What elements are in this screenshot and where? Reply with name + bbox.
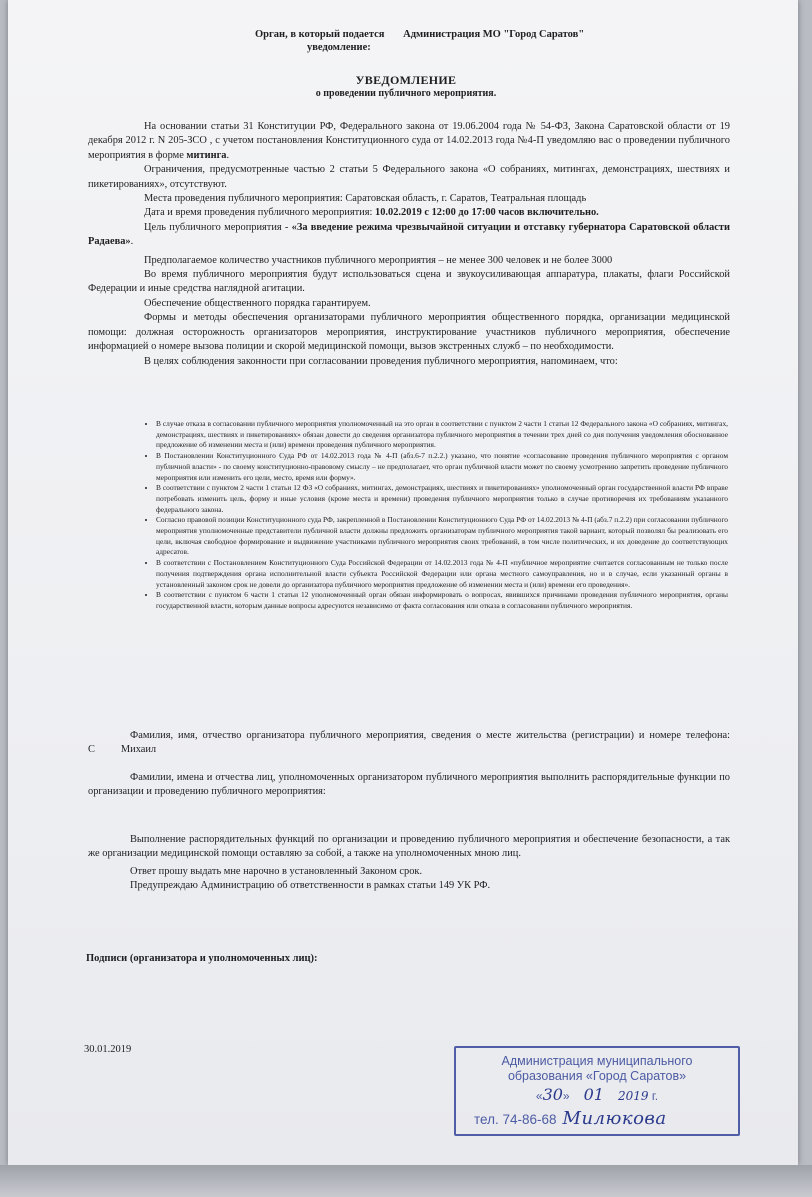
list-item: • В соответствии с Постановлением Конституционного Суда Российской Федерации от 14.02.2013 года № 4-П «публичное мероприятие считается согласованным не только после получения подтверждения органа исполнительной власти субъекта Российской Федерации или органа местного самоуправления, но и в случае, если указанный органы в установленный законом срок не довели до организатора публичного мероприятия предложение об изменении места и (или) времени его проведения». [156,558,728,590]
authorized-paragraph: Фамилии, имена и отчества лиц, уполномоченных организатором публичного мероприятия выполнить распорядительные функции по организации и проведению публичного мероприятия: [88,772,730,797]
place-value: Саратовская область, г. Саратов, Театральная площадь [345,193,587,205]
organ-label: Орган, в который подается [255,29,385,40]
recipient-header [255,28,584,54]
stamp-year: 2019 [617,1089,649,1103]
signatures-label: Подписи (организатора и уполномоченных лиц): [86,953,318,964]
goal-value: «За введение режима чрезвычайной ситуации и отставку губернатора Саратовской области Радаева» [88,221,730,248]
stamp-day: 30 [542,1085,563,1104]
datetime-value: 10.02.2019 с 12:00 до 17:00 часов включительно. [375,207,599,219]
legal-basis-paragraph: На основании статьи 31 Конституции РФ, Федерального закона от 19.06.2004 года № 54-ФЗ, Закона Саратовской области от 19 декабря 2012 г. N 205-ЗСО , с учетом постановления Конституционного суда от 14.02.2013 года №4-П уведомляю вас о проведении публичного мероприятия в форме митинга. [88,121,730,161]
organ-label-cont: уведомление: [307,42,371,53]
stamp-phone: тел. 74-86-68 [474,1112,557,1127]
list-item: • В соответствии с пунктом 6 части 1 статьи 12 уполномоченный орган обязан информировать о вопросах, явившихся причинами проведения публичного мероприятия, органы государственной власти, которым данные вопросы адресуются независимо от факта согласования или отказа в согласовании публичного мероприятия. [156,590,728,611]
place-paragraph: Места проведения публичного мероприятия: Саратовская область, г. Саратов, Театральная площадь [144,193,587,205]
reminder-paragraph: В целях соблюдения законности при согласовании проведения публичного мероприятия, напоминаем, что: [144,355,618,367]
participants-paragraph: Предполагаемое количество участников публичного мероприятия – не менее 300 человек и не более 3000 [144,254,613,266]
answer-paragraph: Ответ прошу выдать мне нарочно в установленный Законом срок. [130,866,423,877]
methods-paragraph: Формы и методы обеспечения организаторами публичного мероприятия общественного порядка, организации медицинской помощи: должная осторожность организаторов мероприятия, инструктирование участников публичного мероприятия, обеспечение информацией о номере вызова полиции и скорой медицинской помощи, вызов экстренных служб – по необходимости. [88,312,730,353]
list-item: • В соответствии с пунктом 2 части 1 статьи 12 ФЗ «О собраниях, митингах, демонстрациях, шествиях и пикетированиях» уполномоченный орган государственной власти РФ вправе потребовать изменить цель, форму и иные условия (кроме места и времени) проведения публичного мероприятия только в случае противоречия их требованиям указанного федерального закона. [156,483,728,515]
legal-reminders-list [140,419,728,612]
document-subtitle: о проведении публичного мероприятия. [315,88,497,99]
organizer-name: С Михаил [88,744,157,755]
stamp-date-line: «30» 01 2019 г. [535,1085,659,1104]
order-paragraph: Обеспечение общественного порядка гарантируем. [144,297,371,309]
list-item: • Согласно правовой позиции Конституционного суда РФ, закрепленной в Постановлении Конституционного Суда РФ от 14.02.2013 № 4-П (абз.7 п.2.2) при согласовании публичного мероприятия уполномоченные представители публичной власти должны предложить организаторам публичного мероприятия такой вариант, который позволял бы реализовать его цели, включая свободное формирование и выдвижение участниками публичного мероприятия своих требований, в том числе политических, и их доведение до соответствующих адресатов. [156,515,728,558]
stamp-line-2: образования «Город Саратов» [507,1069,687,1083]
notice-body [88,120,730,369]
organ-value: Администрация МО "Город Саратов" [403,29,585,40]
datetime-paragraph: Дата и время проведения публичного мероприятия: 10.02.2019 с 12:00 до 17:00 часов включительно. [144,207,599,219]
registration-stamp [454,1046,740,1136]
stamp-phone-line [456,1108,738,1129]
organizer-paragraph: Фамилия, имя, отчество организатора публичного мероприятия, сведения о месте жительства (регистрации) и номере телефона: С Михаил [88,730,730,755]
warning-paragraph: Предупреждаю Администрацию об ответственности в рамках статьи 149 УК РФ. [130,880,491,891]
stamp-month: 01 [583,1085,604,1104]
list-item: • В Постановлении Конституционного Суда РФ от 14.02.2013 года № 4-П (абз.6-7 п.2.2.) указано, что понятие «согласование проведения публичного мероприятия с органом публичной власти» - по своему конституционно-правовому смыслу – не предполагает, что орган публичной власти может по своему усмотрению запретить проведение публичного мероприятия или изменить его цели, место, время или форму». [156,451,728,483]
scan-background [0,1165,812,1197]
document-date: 30.01.2019 [84,1044,132,1055]
authorized-section [88,771,730,799]
equipment-paragraph: Во время публичного мероприятия будут использоваться сцена и звукоусиливающая аппаратура, плакаты, флаги Российской Федерации и иные средства наглядной агитации. [88,269,730,295]
restrictions-paragraph: Ограничения, предусмотренные частью 2 статьи 5 Федерального закона «О собраниях, митингах, демонстрациях, шествиях и пикетированиях», отсутствуют. [88,164,730,190]
event-form: митинга [186,149,227,161]
handwritten-signature: Милюкова [562,1108,667,1129]
stamp-line-1: Администрация муниципального [501,1054,693,1068]
goal-paragraph: Цель публичного мероприятия - «За введение режима чрезвычайной ситуации и отставку губернатора Саратовской области Радаева». [88,221,730,248]
execution-paragraph: Выполнение распорядительных функций по организации и проведению публичного мероприятия и обеспечение безопасности, а так же организации медицинской помощи оставляю за собой, а также на уполномоченных мною лиц. [88,834,730,859]
closing-section [88,833,730,893]
organizer-section [88,729,730,757]
list-item: • В случае отказа в согласовании публичного мероприятия уполномоченный на это орган в соответствии с пунктом 2 части 1 статьи 12 Федерального закона «О собраниях, митингах, демонстрациях, шествиях и пикетированиях» обязан довести до сведения организатора публичного мероприятия в течении трех дней со дня получения уведомления обоснованное предложение об изменении места и (или) времени проведения публичного мероприятия. [156,419,728,451]
document-title: УВЕДОМЛЕНИЕ [355,73,457,87]
